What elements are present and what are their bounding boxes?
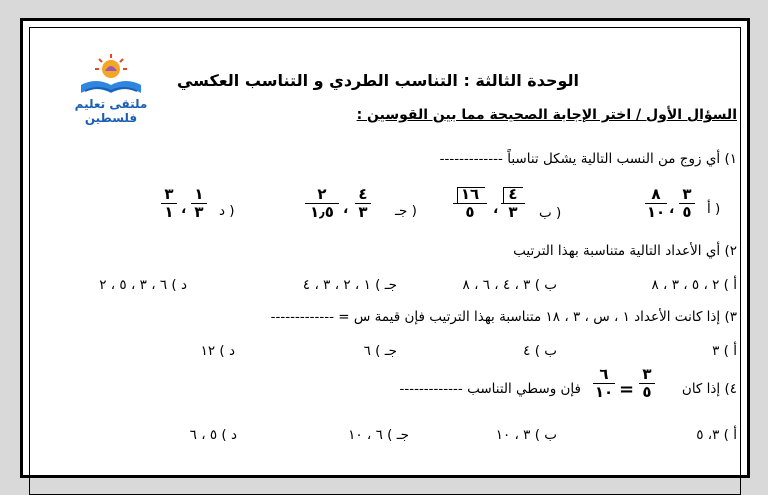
q1-option-c-label: جـ )	[395, 203, 417, 219]
question-2: ٢) أي الأعداد التالية متناسبة بهذا الترتيب	[513, 243, 737, 259]
site-logo	[51, 51, 171, 125]
section-heading: السؤال الأول / اختر الإجابة الصحيحة مما بين القوسين :	[356, 107, 737, 123]
q1-option-a-label: أ )	[707, 201, 721, 217]
q4-option-c: جـ ) ٦ ، ١٠	[348, 427, 409, 443]
q1-c-separator: ،	[343, 201, 349, 217]
question-4-prefix: ٤) إذا كان	[681, 381, 737, 397]
q3-option-d: د ) ١٢	[200, 343, 235, 359]
q1-a-fraction-2: ٨ ١٠	[646, 185, 666, 221]
q1-c-fraction-1: ٤ ٣	[355, 187, 371, 220]
logo-text: ملتقى تعليم فلسطين	[74, 97, 148, 125]
q2-option-d: د ) ٦ ، ٣ ، ٥ ، ٢	[99, 277, 187, 293]
q4-equals-sign: =	[619, 379, 635, 400]
question-1: ١) أي زوج من النسب التالية يشكل تناسباً -------------	[439, 151, 737, 167]
q1-a-separator: ،	[669, 201, 675, 217]
book-sun-icon	[51, 51, 171, 99]
q2-option-c: جـ ) ١ ، ٢ ، ٣ ، ٤	[302, 277, 397, 293]
question-3: ٣) إذا كانت الأعداد ١ ، س ، ٣ ، ١٨ متناسبة بهذا الترتيب فإن قيمة س = -------------	[270, 309, 737, 325]
q1-a-fraction-1: ٣ ٥	[679, 187, 695, 220]
q2-option-a: أ ) ٢ ، ٥ ، ٣ ، ٨	[651, 277, 737, 293]
q3-option-c: جـ ) ٦	[363, 343, 397, 359]
q1-b-separator: ،	[493, 201, 499, 217]
worksheet-page	[20, 18, 750, 478]
q3-option-b: ب ) ٤	[523, 343, 557, 359]
q1-d-separator: ،	[181, 201, 187, 217]
q1-c-fraction-2: ٢ ١٫٥	[305, 187, 339, 220]
q1-option-d-label: د )	[219, 203, 235, 219]
q4-option-a: أ ) ٣، ٥	[696, 427, 737, 443]
q2-option-b: ب ) ٣ ، ٤ ، ٦ ، ٨	[462, 277, 557, 293]
q1-b-fraction-1: ٤ ٣	[501, 187, 525, 220]
q1-b-fraction-2: ١٦ ٥	[453, 187, 487, 220]
question-4-suffix: فإن وسطي التناسب -------------	[399, 381, 581, 397]
unit-title: الوحدة الثالثة : التناسب الطردي و التناسب العكسي	[176, 71, 579, 90]
q1-d-fraction-1: ١ ٣	[191, 187, 207, 220]
q4-option-d: د ) ٥ ، ٦	[189, 427, 237, 443]
q4-fraction-2: ٦ ١٠	[594, 365, 614, 401]
q4-option-b: ب ) ٣ ، ١٠	[495, 427, 557, 443]
q4-fraction-1: ٣ ٥	[639, 367, 655, 400]
q3-option-a: أ ) ٣	[712, 343, 737, 359]
q1-d-fraction-2: ٣ ١	[161, 187, 177, 220]
q1-option-b-label: ب )	[539, 205, 562, 221]
